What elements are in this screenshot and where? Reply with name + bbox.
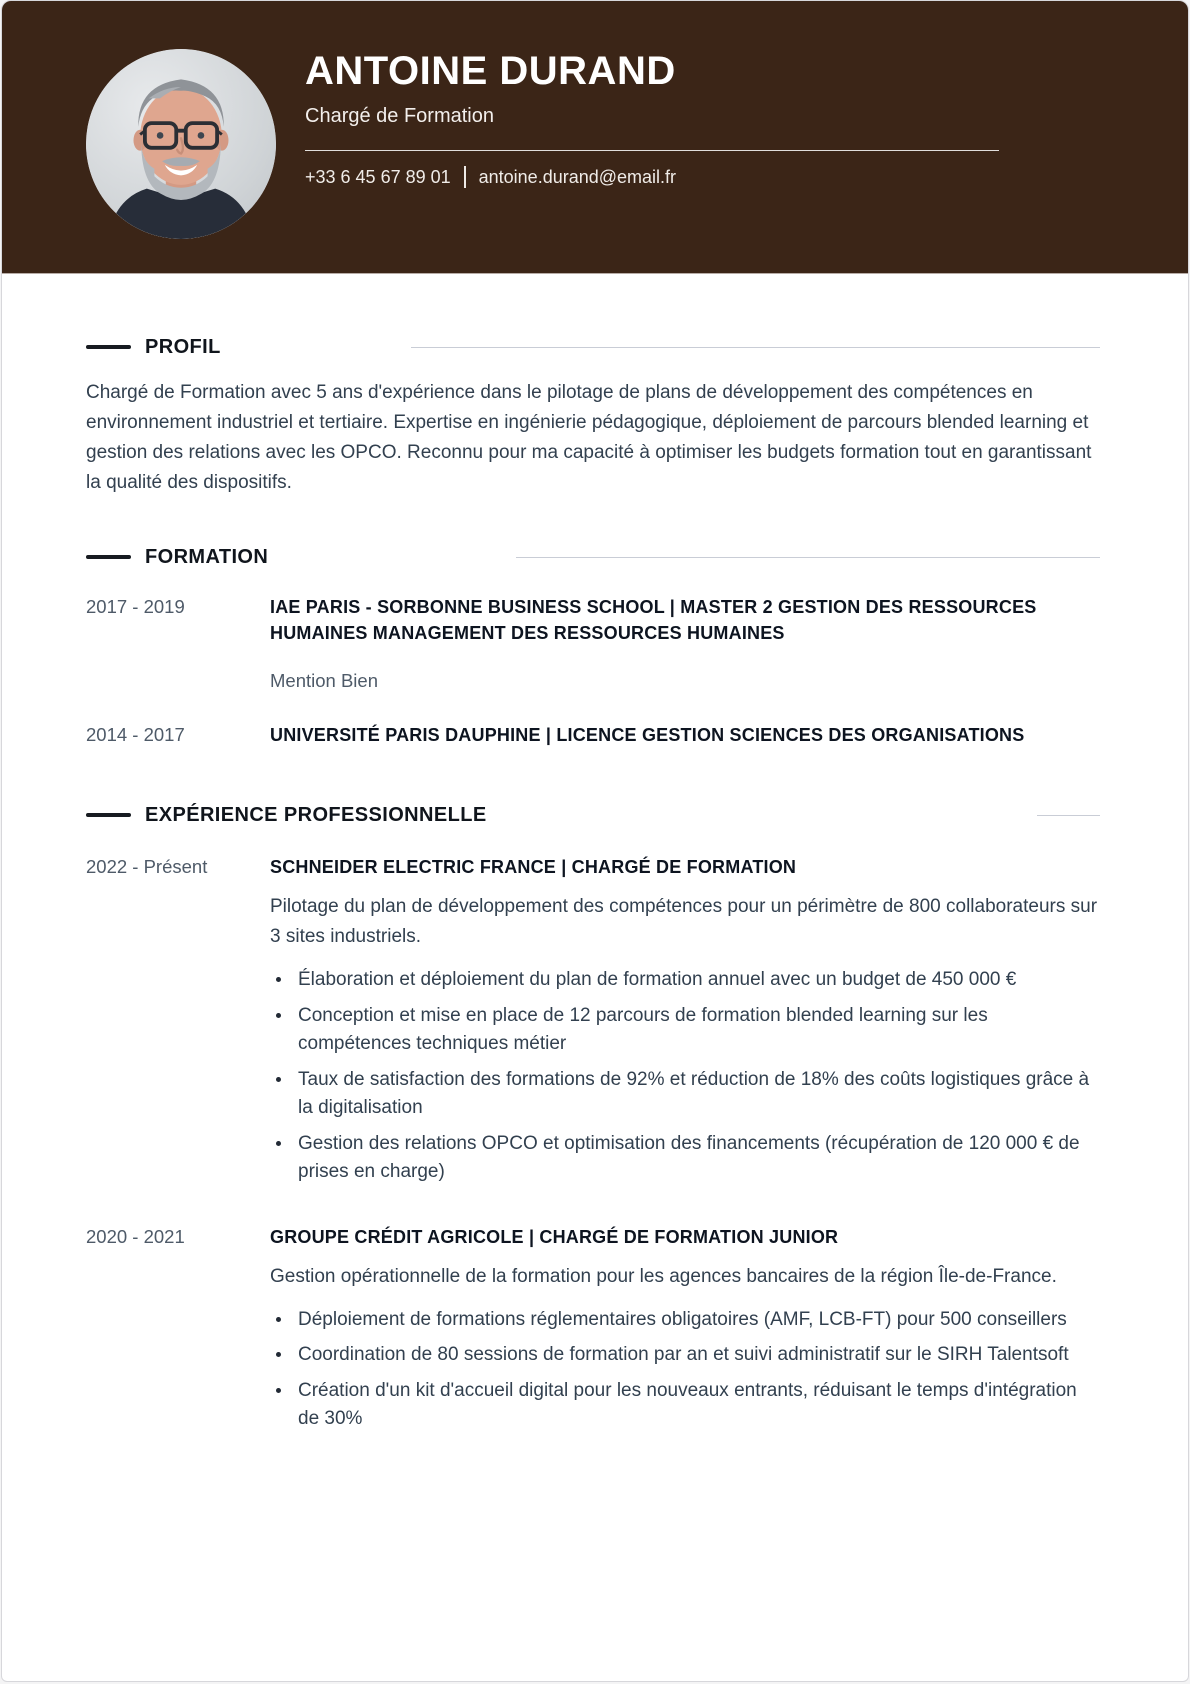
- job-bullet-list: [270, 1306, 1100, 1434]
- job-title: GROUPE CRÉDIT AGRICOLE | CHARGÉ DE FORMATION JUNIOR: [270, 1226, 839, 1247]
- profile-photo: [86, 49, 276, 239]
- bullet-dot-icon: [276, 1317, 281, 1322]
- resume-body: [2, 274, 1188, 1441]
- bullet-text: Création d'un kit d'accueil digital pour les nouveaux entrants, réduisant le temps d'intégration de 30%: [298, 1379, 1077, 1429]
- section-title: FORMATION: [145, 545, 269, 568]
- bullet-item: [270, 1306, 1100, 1335]
- heading-rule: [411, 347, 1100, 348]
- bullet-text: Déploiement de formations réglementaires obligatoires (AMF, LCB-FT) pour 500 conseillers: [298, 1308, 1067, 1330]
- education-entry: [86, 594, 1100, 692]
- education-dates: 2017 - 2019: [86, 596, 185, 617]
- resume-page: [1, 0, 1189, 1682]
- section-experience: [86, 802, 1100, 1441]
- education-title: UNIVERSITÉ PARIS DAUPHINE | LICENCE GESTION SCIENCES DES ORGANISATIONS: [270, 725, 1025, 745]
- bullet-text: Coordination de 80 sessions de formation par an et suivi administratif sur le SIRH Talentsoft: [298, 1344, 1069, 1365]
- bullet-dot-icon: [276, 1077, 281, 1082]
- portrait-illustration: [86, 49, 276, 239]
- section-profil: [86, 334, 1100, 498]
- job-entry: [86, 1224, 1100, 1441]
- contact-separator-bar: [464, 166, 466, 188]
- heading-dash-icon: [86, 555, 131, 559]
- bullet-item: [270, 1066, 1100, 1123]
- header-text: [305, 1, 999, 188]
- job-dates: 2020 - 2021: [86, 1225, 185, 1247]
- bullet-text: Gestion des relations OPCO et optimisation des financements (récupération de 120 000 € de prises en charge): [298, 1132, 1080, 1182]
- profil-paragraph: Chargé de Formation avec 5 ans d'expérience dans le pilotage de plans de développement des compétences en environnement industriel et tertiaire. Expertise en ingénierie pédagogique, déploiement de parcours blended learning et gestion des relations avec les OPCO. Reconnu pour ma capacité à optimiser les budgets formation tout en garantissant la qualité des dispositifs.: [86, 382, 1092, 493]
- bullet-item: [270, 1002, 1100, 1059]
- section-heading-formation: [86, 544, 1100, 570]
- heading-rule: [1037, 815, 1100, 816]
- heading-rule: [516, 557, 1100, 558]
- job-content: [270, 854, 1100, 1194]
- heading-dash-icon: [86, 345, 131, 349]
- section-heading-profil: [86, 334, 1100, 360]
- bullet-dot-icon: [276, 1352, 281, 1357]
- education-entry: [86, 722, 1100, 748]
- job-summary: Pilotage du plan de développement des compétences pour un périmètre de 800 collaborateurs sur 3 sites industriels.: [270, 896, 1098, 947]
- section-formation: [86, 544, 1100, 748]
- education-note: Mention Bien: [270, 670, 378, 691]
- job-bullet-list: [270, 966, 1100, 1187]
- header-divider: [305, 150, 999, 151]
- email-address: antoine.durand@email.fr: [478, 166, 677, 187]
- bullet-dot-icon: [276, 1013, 281, 1018]
- section-heading-experience: [86, 802, 1100, 828]
- section-title: EXPÉRIENCE PROFESSIONNELLE: [145, 803, 487, 826]
- job-dates: 2022 - Présent: [86, 856, 208, 877]
- bullet-text: Taux de satisfaction des formations de 92% et réduction de 18% des coûts logistiques grâce à la digitalisation: [298, 1068, 1090, 1118]
- job-title: SCHNEIDER ELECTRIC FRANCE | CHARGÉ DE FORMATION: [270, 857, 797, 877]
- heading-dash-icon: [86, 813, 131, 817]
- job-summary: Gestion opérationnelle de la formation pour les agences bancaires de la région Île-de-France.: [270, 1265, 1057, 1287]
- section-title: PROFIL: [145, 335, 221, 358]
- bullet-dot-icon: [276, 1141, 281, 1146]
- job-content: [270, 1224, 1100, 1441]
- education-title: IAE PARIS - SORBONNE BUSINESS SCHOOL | MASTER 2 GESTION DES RESSOURCES HUMAINES MANAGEMENT DES RESSOURCES HUMAINES: [270, 597, 1037, 643]
- contact-line: [305, 166, 999, 188]
- bullet-item: [270, 966, 1100, 995]
- bullet-dot-icon: [276, 977, 281, 982]
- education-content: [270, 594, 1100, 692]
- bullet-item: [270, 1377, 1100, 1434]
- phone-number: +33 6 45 67 89 01: [305, 166, 451, 187]
- header: [2, 1, 1188, 274]
- job-entry: [86, 854, 1100, 1194]
- bullet-text: Élaboration et déploiement du plan de formation annuel avec un budget de 450 000 €: [298, 969, 1017, 990]
- bullet-text: Conception et mise en place de 12 parcours de formation blended learning sur les compétences techniques métier: [298, 1004, 988, 1054]
- person-job-title: Chargé de Formation: [305, 105, 494, 127]
- person-name: ANTOINE DURAND: [305, 49, 676, 93]
- education-content: [270, 722, 1100, 748]
- bullet-item: [270, 1341, 1100, 1370]
- bullet-dot-icon: [276, 1388, 281, 1393]
- education-dates: 2014 - 2017: [86, 724, 185, 745]
- bullet-item: [270, 1130, 1100, 1187]
